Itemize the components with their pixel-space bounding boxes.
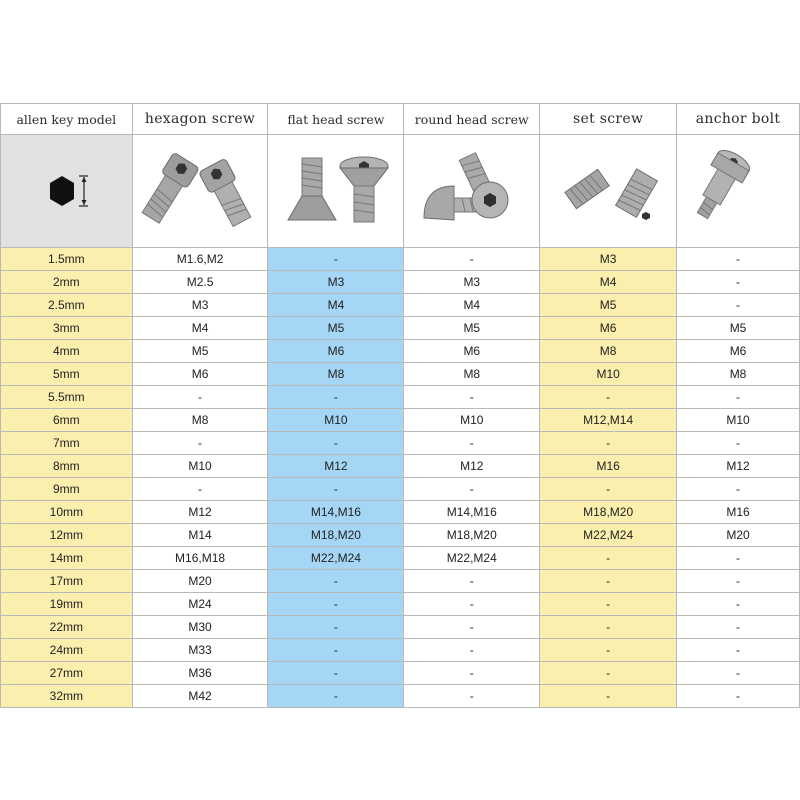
- key-size-cell: 2.5mm: [1, 294, 133, 317]
- key-size-cell: 19mm: [1, 593, 133, 616]
- table-row: [1, 386, 800, 409]
- set-screw-cell: -: [540, 616, 677, 639]
- table-row: [1, 363, 800, 386]
- hexagon-screw-cell: M4: [132, 317, 268, 340]
- anchor-bolt-cell: M10: [677, 409, 800, 432]
- round-head-screw-cell: -: [404, 616, 540, 639]
- set-screw-cell: -: [540, 547, 677, 570]
- hexagon-screw-cell: M10: [132, 455, 268, 478]
- set-screw-cell: M12,M14: [540, 409, 677, 432]
- hexagon-screw-cell: M14: [132, 524, 268, 547]
- flat-head-screw-cell: -: [268, 570, 404, 593]
- round-head-screw-cell: -: [404, 639, 540, 662]
- table-row: [1, 547, 800, 570]
- header-round-head-screw: round head screw: [404, 104, 540, 135]
- round-head-screw-cell: -: [404, 478, 540, 501]
- table-row: [1, 340, 800, 363]
- hexagon-screw-cell: M30: [132, 616, 268, 639]
- key-size-cell: 27mm: [1, 662, 133, 685]
- allen-key-size-chart: [0, 103, 800, 708]
- hexagon-screw-cell: M6: [132, 363, 268, 386]
- anchor-bolt-cell: -: [677, 432, 800, 455]
- hexagon-screw-cell: M3: [132, 294, 268, 317]
- key-size-cell: 3mm: [1, 317, 133, 340]
- flat-head-screw-cell: M10: [268, 409, 404, 432]
- hexagon-key-diagram-icon: [1, 135, 133, 248]
- key-size-cell: 4mm: [1, 340, 133, 363]
- anchor-bolt-cell: -: [677, 248, 800, 271]
- anchor-bolt-cell: -: [677, 616, 800, 639]
- table-row: [1, 639, 800, 662]
- flat-head-screw-cell: M4: [268, 294, 404, 317]
- hexagon-screw-cell: M20: [132, 570, 268, 593]
- key-size-cell: 9mm: [1, 478, 133, 501]
- flat-head-screw-cell: -: [268, 478, 404, 501]
- set-screw-cell: -: [540, 432, 677, 455]
- hexagon-screw-cell: M16,M18: [132, 547, 268, 570]
- round-head-screw-cell: M12: [404, 455, 540, 478]
- anchor-bolt-cell: -: [677, 271, 800, 294]
- flat-head-screw-cell: -: [268, 386, 404, 409]
- anchor-bolt-cell: -: [677, 593, 800, 616]
- round-head-screw-cell: M14,M16: [404, 501, 540, 524]
- key-size-cell: 14mm: [1, 547, 133, 570]
- table-row: [1, 317, 800, 340]
- key-size-cell: 22mm: [1, 616, 133, 639]
- key-size-cell: 6mm: [1, 409, 133, 432]
- round-head-screw-cell: M6: [404, 340, 540, 363]
- table-row: [1, 662, 800, 685]
- set-screw-cell: -: [540, 478, 677, 501]
- key-size-cell: 12mm: [1, 524, 133, 547]
- flat-head-screw-cell: M12: [268, 455, 404, 478]
- flat-head-screw-cell: M14,M16: [268, 501, 404, 524]
- key-size-cell: 1.5mm: [1, 248, 133, 271]
- round-head-screw-cell: -: [404, 432, 540, 455]
- anchor-bolt-cell: M16: [677, 501, 800, 524]
- set-screw-cell: M6: [540, 317, 677, 340]
- hexagon-screw-cell: M2.5: [132, 271, 268, 294]
- flat-head-screw-cell: M22,M24: [268, 547, 404, 570]
- table-row: [1, 593, 800, 616]
- round-head-screw-cell: -: [404, 570, 540, 593]
- flat-head-screw-cell: M8: [268, 363, 404, 386]
- header-allen-key-model: allen key model: [1, 104, 133, 135]
- anchor-bolt-cell: M20: [677, 524, 800, 547]
- anchor-bolt-cell: -: [677, 547, 800, 570]
- round-head-screw-cell: -: [404, 685, 540, 708]
- header-set-screw: set screw: [540, 104, 677, 135]
- flat-head-screw-cell: -: [268, 616, 404, 639]
- round-head-screw-cell: M3: [404, 271, 540, 294]
- key-size-cell: 2mm: [1, 271, 133, 294]
- anchor-bolt-cell: M6: [677, 340, 800, 363]
- header-row: [1, 104, 800, 135]
- round-head-screw-image: [404, 135, 540, 248]
- table-row: [1, 432, 800, 455]
- set-screw-cell: M3: [540, 248, 677, 271]
- key-size-cell: 24mm: [1, 639, 133, 662]
- round-head-screw-cell: M18,M20: [404, 524, 540, 547]
- round-head-screw-cell: M22,M24: [404, 547, 540, 570]
- set-screw-cell: M5: [540, 294, 677, 317]
- anchor-bolt-cell: -: [677, 685, 800, 708]
- header-flat-head-screw: flat head screw: [268, 104, 404, 135]
- image-row: [1, 135, 800, 248]
- table-row: [1, 294, 800, 317]
- table-row: [1, 409, 800, 432]
- header-hexagon-screw: hexagon screw: [132, 104, 268, 135]
- hexagon-screw-cell: -: [132, 478, 268, 501]
- table-row: [1, 501, 800, 524]
- hexagon-screw-cell: -: [132, 386, 268, 409]
- set-screw-cell: M8: [540, 340, 677, 363]
- table-row: [1, 570, 800, 593]
- round-head-screw-cell: -: [404, 662, 540, 685]
- set-screw-image: [540, 135, 677, 248]
- hexagon-screw-cell: M12: [132, 501, 268, 524]
- anchor-bolt-cell: M8: [677, 363, 800, 386]
- hexagon-screw-cell: M36: [132, 662, 268, 685]
- set-screw-cell: -: [540, 662, 677, 685]
- flat-head-screw-cell: M3: [268, 271, 404, 294]
- set-screw-cell: M10: [540, 363, 677, 386]
- table-row: [1, 455, 800, 478]
- set-screw-cell: -: [540, 593, 677, 616]
- flat-head-screw-cell: M6: [268, 340, 404, 363]
- table-row: [1, 616, 800, 639]
- hexagon-screw-cell: M8: [132, 409, 268, 432]
- anchor-bolt-cell: M12: [677, 455, 800, 478]
- set-screw-cell: -: [540, 386, 677, 409]
- anchor-bolt-cell: -: [677, 386, 800, 409]
- round-head-screw-cell: M10: [404, 409, 540, 432]
- set-screw-cell: M22,M24: [540, 524, 677, 547]
- header-anchor-bolt: anchor bolt: [677, 104, 800, 135]
- set-screw-cell: M16: [540, 455, 677, 478]
- flat-head-screw-cell: M18,M20: [268, 524, 404, 547]
- key-size-cell: 7mm: [1, 432, 133, 455]
- flat-head-screw-cell: -: [268, 248, 404, 271]
- hexagon-screw-cell: M1.6,M2: [132, 248, 268, 271]
- flat-head-screw-image: [268, 135, 404, 248]
- key-size-cell: 5mm: [1, 363, 133, 386]
- anchor-bolt-cell: -: [677, 639, 800, 662]
- round-head-screw-cell: M5: [404, 317, 540, 340]
- flat-head-screw-cell: M5: [268, 317, 404, 340]
- set-screw-cell: -: [540, 639, 677, 662]
- flat-head-screw-cell: -: [268, 593, 404, 616]
- anchor-bolt-image: [677, 135, 800, 248]
- table-row: [1, 271, 800, 294]
- anchor-bolt-cell: -: [677, 294, 800, 317]
- key-size-cell: 32mm: [1, 685, 133, 708]
- flat-head-screw-cell: -: [268, 639, 404, 662]
- anchor-bolt-cell: -: [677, 478, 800, 501]
- set-screw-cell: M18,M20: [540, 501, 677, 524]
- hexagon-screw-cell: M42: [132, 685, 268, 708]
- round-head-screw-cell: M8: [404, 363, 540, 386]
- anchor-bolt-cell: -: [677, 570, 800, 593]
- anchor-bolt-cell: -: [677, 662, 800, 685]
- round-head-screw-cell: M4: [404, 294, 540, 317]
- hexagon-screw-cell: -: [132, 432, 268, 455]
- flat-head-screw-cell: -: [268, 662, 404, 685]
- hexagon-screw-cell: M24: [132, 593, 268, 616]
- key-size-cell: 10mm: [1, 501, 133, 524]
- flat-head-screw-cell: -: [268, 432, 404, 455]
- hexagon-screw-image: [132, 135, 268, 248]
- round-head-screw-cell: -: [404, 386, 540, 409]
- key-size-cell: 5.5mm: [1, 386, 133, 409]
- set-screw-cell: -: [540, 685, 677, 708]
- key-size-cell: 17mm: [1, 570, 133, 593]
- round-head-screw-cell: -: [404, 248, 540, 271]
- table-row: [1, 685, 800, 708]
- table-row: [1, 248, 800, 271]
- set-screw-cell: -: [540, 570, 677, 593]
- key-size-cell: 8mm: [1, 455, 133, 478]
- anchor-bolt-cell: M5: [677, 317, 800, 340]
- round-head-screw-cell: -: [404, 593, 540, 616]
- hexagon-screw-cell: M33: [132, 639, 268, 662]
- table-row: [1, 478, 800, 501]
- set-screw-cell: M4: [540, 271, 677, 294]
- hexagon-screw-cell: M5: [132, 340, 268, 363]
- flat-head-screw-cell: -: [268, 685, 404, 708]
- table-row: [1, 524, 800, 547]
